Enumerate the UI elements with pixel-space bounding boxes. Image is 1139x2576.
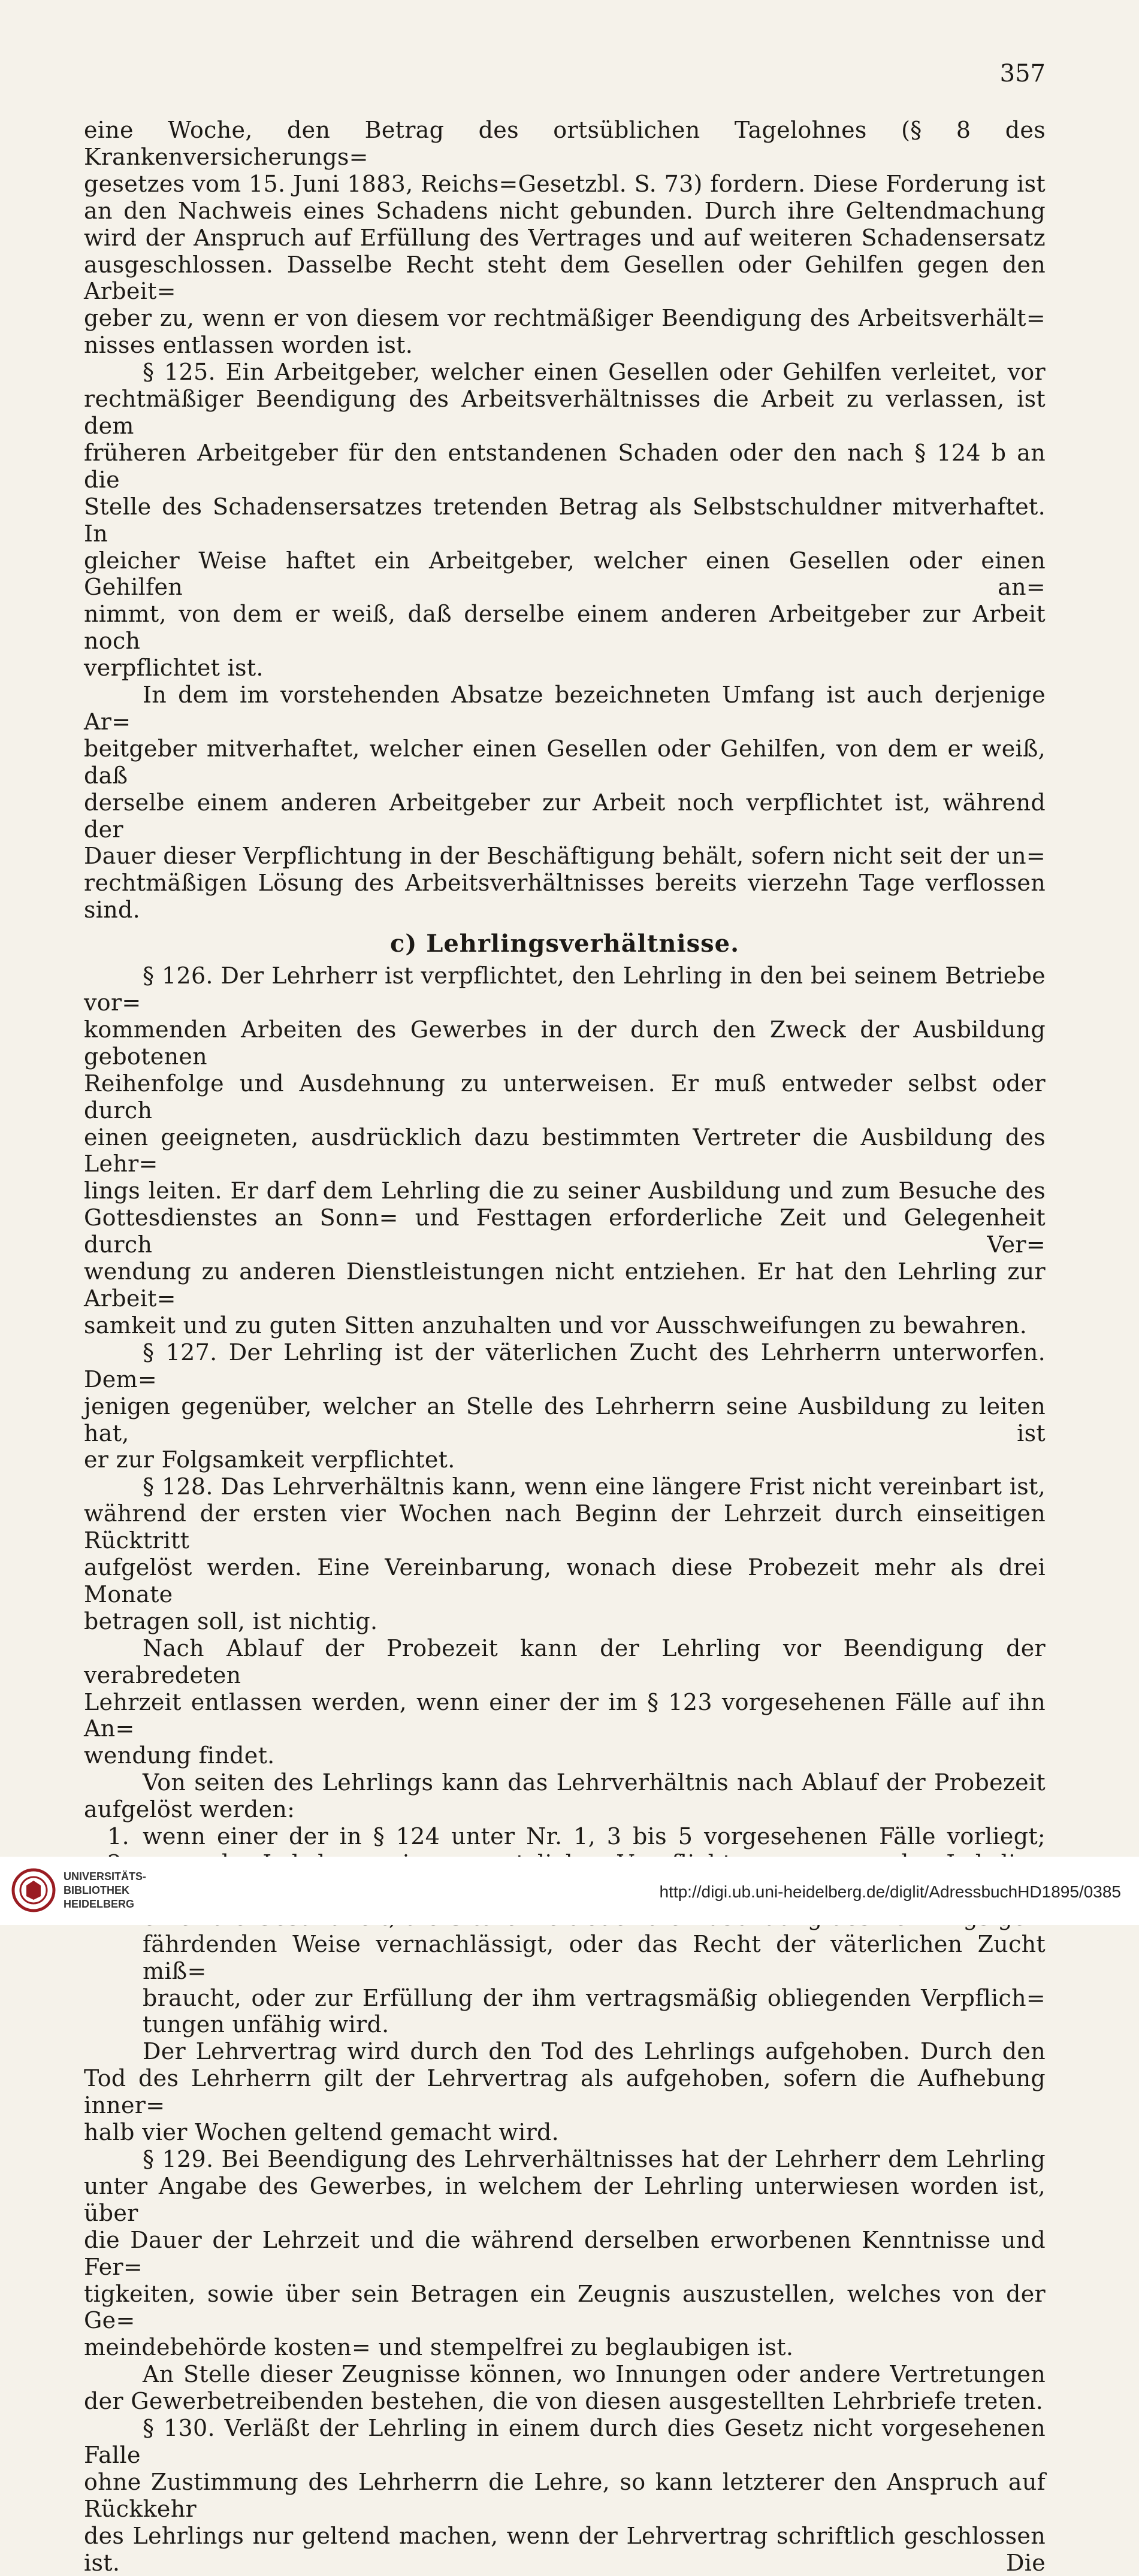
paragraph (84, 1769, 1046, 1823)
text-line: halb vier Wochen geltend gemacht wird. (84, 2119, 560, 2146)
text-line: lings leiten. Er darf dem Lehrling die zu seiner Ausbildung und zum Besuche des (84, 1177, 1046, 1204)
text-line: wendung zu anderen Dienstleistungen nicht entziehen. Er hat den Lehrling zur Arbeit= (84, 1258, 1046, 1312)
text-line: Von seiten des Lehrlings kann das Lehrverhältnis nach Ablauf der Probezeit (143, 1769, 1046, 1796)
text-line: samkeit und zu guten Sitten anzuhalten und vor Ausschweifungen zu bewahren. (84, 1312, 1028, 1339)
text-line: betragen soll, ist nichtig. (84, 1608, 378, 1634)
text-line: einen geeigneten, ausdrücklich dazu bestimmten Vertreter die Ausbildung des Lehr= (84, 1124, 1046, 1177)
text-line: rechtmäßigen Lösung des Arbeitsverhältnisses bereits vierzehn Tage verflossen sind. (84, 870, 1046, 924)
text-line: gesetzes vom 15. Juni 1883, Reichs=Gesetzbl. S. 73) fordern. Diese Forderung ist (84, 170, 1046, 197)
page-number: 357 (999, 60, 1046, 87)
library-name-line: BIBLIOTHEK (64, 1884, 129, 1896)
paragraph (84, 2038, 1046, 2146)
text-line: nimmt, von dem er weiß, daß derselbe einem anderen Arbeitgeber zur Arbeit noch (84, 601, 1046, 655)
paragraph-section-127 (84, 1339, 1046, 1474)
text-line: meindebehörde kosten= und stempelfrei zu beglaubigen ist. (84, 2334, 794, 2361)
text-line: verpflichtet ist. (84, 655, 264, 682)
paragraph (84, 117, 1046, 359)
university-seal-icon (11, 1867, 56, 1913)
text-line: § 126. Der Lehrherr ist verpflichtet, den Lehrling in den bei seinem Betriebe vor= (84, 962, 1046, 1016)
text-line: Nach Ablauf der Probezeit kann der Lehrling vor Beendigung der verabredeten (84, 1634, 1046, 1688)
library-name (64, 1870, 146, 1911)
text-line: Stelle des Schadensersatzes tretenden Betrag als Selbstschuldner mitverhaftet. In (84, 493, 1046, 547)
text-line: derselbe einem anderen Arbeitgeber zur Arbeit noch verpflichtet ist, während der (84, 789, 1046, 843)
list-number: 1. (107, 1823, 129, 1850)
text-line: er zur Folgsamkeit verpflichtet. (84, 1446, 455, 1473)
text-line: unter Angabe des Gewerbes, in welchem der Lehrling unterwiesen worden ist, über (84, 2172, 1046, 2226)
text-line: an den Nachweis eines Schadens nicht gebunden. Durch ihre Geltendmachung (84, 197, 1046, 224)
text-line: § 128. Das Lehrverhältnis kann, wenn eine längere Frist nicht vereinbart ist, (143, 1473, 1046, 1500)
text-line: fährdenden Weise vernachlässigt, oder das Recht der väterlichen Zucht miß= (143, 1930, 1046, 1984)
text-line: eine Woche, den Betrag des ortsüblichen Tagelohnes (§ 8 des Krankenversicherungs= (84, 117, 1046, 170)
paragraph-section-125 (84, 359, 1046, 682)
text-line: § 130. Verläßt der Lehrling in einem durch dies Gesetz nicht vorgesehenen Falle (84, 2415, 1046, 2468)
text-line: der Gewerbetreibenden bestehen, die von diesen ausgestellten Lehrbriefe treten. (84, 2388, 1044, 2415)
page-text (84, 117, 1046, 2576)
text-line: wird der Anspruch auf Erfüllung des Vertrages und auf weiteren Schadensersatz (84, 224, 1046, 251)
page-footer (0, 1857, 1139, 1925)
text-line: rechtmäßiger Beendigung des Arbeitsverhältnisses die Arbeit zu verlassen, ist dem (84, 386, 1046, 439)
library-name-line: UNIVERSITÄTS- (64, 1870, 147, 1882)
text-line: kommenden Arbeiten des Gewerbes in der durch den Zweck der Ausbildung gebotenen (84, 1016, 1046, 1070)
paragraph (84, 1635, 1046, 1770)
text-line: die Dauer der Lehrzeit und die während derselben erworbenen Kenntnisse und Fer= (84, 2226, 1046, 2280)
text-line: gleicher Weise haftet ein Arbeitgeber, welcher einen Gesellen oder einen Gehilfen an= (84, 547, 1046, 601)
text-line: tungen unfähig wird. (143, 2011, 389, 2038)
text-line: wendung findet. (84, 1742, 275, 1769)
text-line: beitgeber mitverhaftet, welcher einen Gesellen oder Gehilfen, von dem er weiß, daß (84, 735, 1046, 789)
text-line: ohne Zustimmung des Lehrherrn die Lehre, so kann letzterer den Anspruch auf Rückkehr (84, 2468, 1046, 2522)
text-line: wenn einer der in § 124 unter Nr. 1, 3 bis 5 vorgesehenen Fälle vorliegt; (143, 1823, 1046, 1850)
text-line: Tod des Lehrherrn gilt der Lehrvertrag als aufgehoben, sofern die Aufhebung inner= (84, 2065, 1046, 2119)
text-line: § 125. Ein Arbeitgeber, welcher einen Gesellen oder Gehilfen verleitet, vor (143, 359, 1046, 386)
text-line: Reihenfolge und Ausdehnung zu unterweisen. Er muß entweder selbst oder durch (84, 1070, 1046, 1124)
text-line: jenigen gegenüber, welcher an Stelle des Lehrherrn seine Ausbildung zu leiten hat, ist (84, 1393, 1046, 1446)
text-line: aufgelöst werden: (84, 1796, 295, 1823)
paragraph-section-130 (84, 2415, 1046, 2576)
text-line: Lehrzeit entlassen werden, wenn einer der im § 123 vorgesehenen Fälle auf ihn An= (84, 1688, 1046, 1742)
text-line: tigkeiten, sowie über sein Betragen ein Zeugnis auszustellen, welches von der Ge= (84, 2280, 1046, 2334)
text-line: ausgeschlossen. Dasselbe Recht steht dem Gesellen oder Gehilfen gegen den Arbeit= (84, 251, 1046, 305)
section-heading: c) Lehrlingsverhältnisse. (389, 930, 740, 958)
list-body (143, 1823, 1046, 1850)
text-line: Dauer dieser Verpflichtung in der Beschäftigung behält, sofern nicht seit der un= (84, 843, 1046, 870)
list-item (84, 1823, 1046, 1850)
text-line: während der ersten vier Wochen nach Beginn der Lehrzeit durch einseitigen Rücktritt (84, 1500, 1046, 1554)
paragraph-section-128 (84, 1473, 1046, 1634)
text-line: braucht, oder zur Erfüllung der ihm vertragsmäßig obliegenden Verpflich= (143, 1984, 1046, 2011)
text-line: des Lehrlings nur geltend machen, wenn der Lehrvertrag schriftlich geschlossen ist. Die (84, 2522, 1046, 2576)
text-line: Gottesdienstes an Sonn= und Festtagen erforderliche Zeit und Gelegenheit durch Ver= (84, 1204, 1046, 1258)
text-line: Der Lehrvertrag wird durch den Tod des Lehrlings aufgehoben. Durch den (143, 2038, 1046, 2065)
text-line: geber zu, wenn er von diesem vor rechtmäßiger Beendigung des Arbeitsverhält= (84, 305, 1046, 332)
text-line: früheren Arbeitgeber für den entstandenen Schaden oder den nach § 124 b an die (84, 439, 1046, 493)
paragraph-section-126 (84, 962, 1046, 1339)
text-line: aufgelöst werden. Eine Vereinbarung, wonach diese Probezeit mehr als drei Monate (84, 1554, 1046, 1608)
paragraph-section-129 (84, 2146, 1046, 2361)
text-line: § 127. Der Lehrling ist der väterlichen Zucht des Lehrherrn unterworfen. Dem= (84, 1339, 1046, 1393)
paragraph (84, 2361, 1046, 2415)
source-url: http://digi.ub.uni-heidelberg.de/diglit/AdressbuchHD1895/0385 (659, 1882, 1121, 1901)
paragraph (84, 682, 1046, 924)
library-name-line: HEIDELBERG (64, 1898, 135, 1910)
text-line: § 129. Bei Beendigung des Lehrverhältnisses hat der Lehrherr dem Lehrling (143, 2145, 1046, 2172)
text-line: nisses entlassen worden ist. (84, 332, 413, 359)
text-line: In dem im vorstehenden Absatze bezeichneten Umfang ist auch derjenige Ar= (84, 682, 1046, 735)
text-line: An Stelle dieser Zeugnisse können, wo Innungen oder andere Vertretungen (143, 2361, 1046, 2388)
